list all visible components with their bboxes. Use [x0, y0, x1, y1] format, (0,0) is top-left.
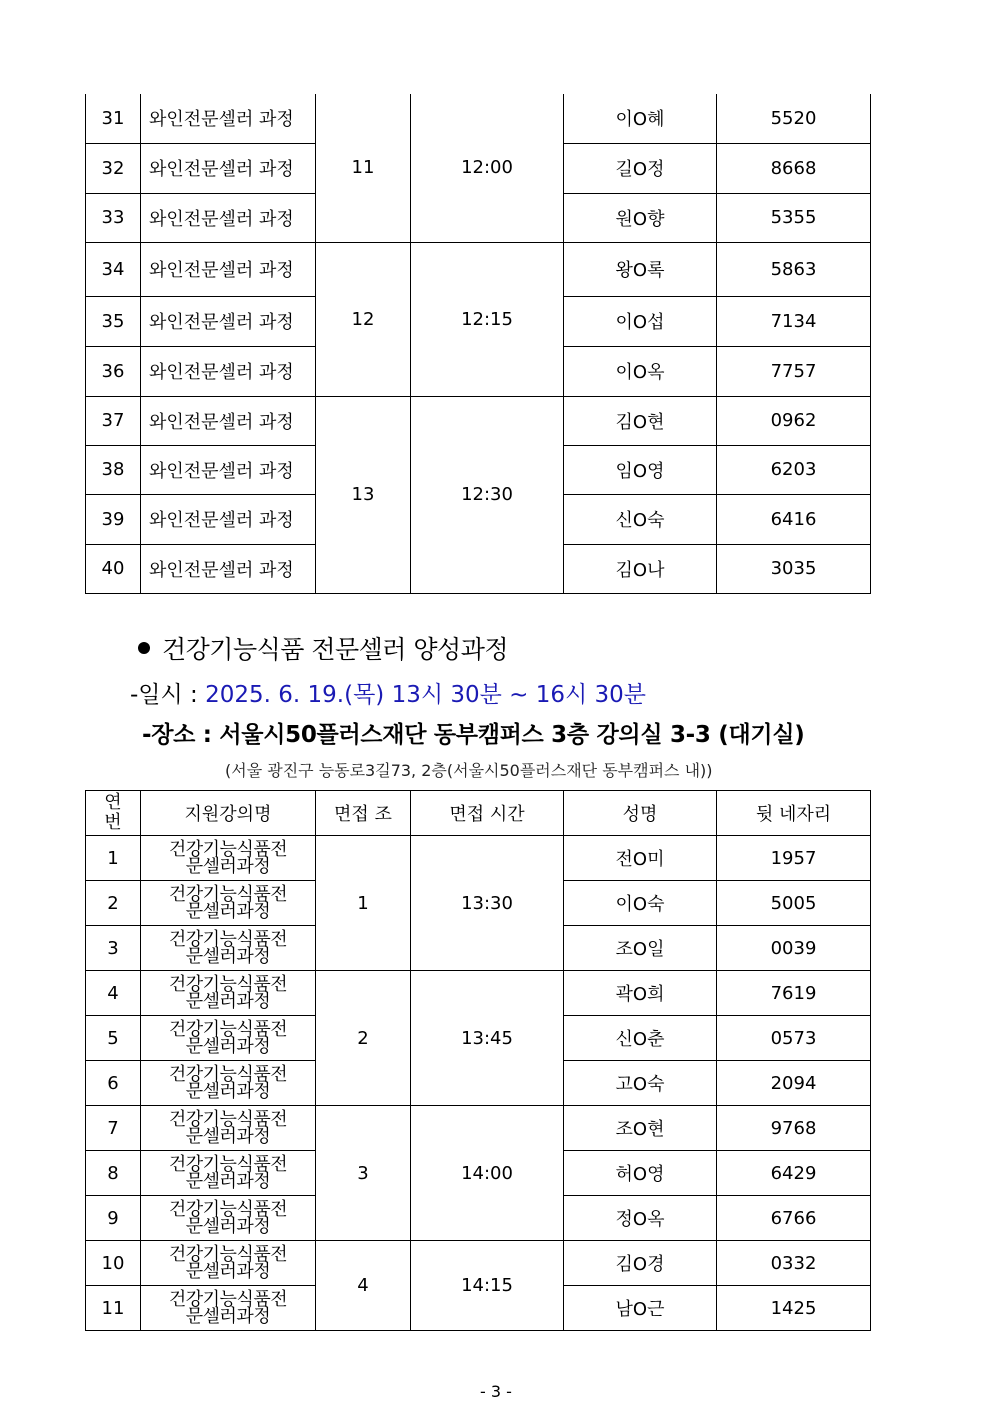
- row-number: 40: [86, 544, 141, 593]
- row-number: 2: [86, 881, 141, 926]
- phone-last-four: 2094: [717, 1061, 871, 1106]
- phone-last-four: 5520: [717, 94, 871, 143]
- interview-group: 4: [316, 1241, 411, 1331]
- table-row: [86, 396, 871, 445]
- interview-group: 11: [316, 94, 411, 242]
- section-title-text: 건강기능식품 전문셀러 양성과정: [162, 635, 508, 664]
- course-name-line2: 문셀러과정: [185, 991, 271, 1012]
- header-group: 면접 조: [316, 791, 411, 836]
- interview-group: 12: [316, 242, 411, 396]
- table-row: [86, 242, 871, 296]
- phone-last-four: 6416: [717, 494, 871, 544]
- course-name-line1: 건강기능식품전: [168, 839, 288, 860]
- course-name-line2: 문셀러과정: [185, 1306, 271, 1327]
- applicant-name: 이O섭: [564, 296, 717, 346]
- applicant-name: 전O미: [564, 836, 717, 881]
- schedule-value: 2025. 6. 19.(목) 13시 30분 ~ 16시 30분: [205, 682, 647, 708]
- course-name: 와인전문셀러 과정: [141, 396, 316, 445]
- phone-last-four: 6766: [717, 1196, 871, 1241]
- row-number: 33: [86, 193, 141, 242]
- course-name-line2: 문셀러과정: [185, 856, 271, 877]
- interview-time: 14:00: [411, 1106, 564, 1241]
- header-number: [86, 791, 141, 836]
- phone-last-four: 7757: [717, 346, 871, 396]
- course-name-line2: 문셀러과정: [185, 1036, 271, 1057]
- course-name: 와인전문셀러 과정: [141, 346, 316, 396]
- course-name: [141, 1286, 316, 1331]
- course-name: 와인전문셀러 과정: [141, 494, 316, 544]
- course-name: [141, 881, 316, 926]
- course-name: [141, 1106, 316, 1151]
- bullet-icon: [138, 642, 150, 654]
- applicant-name: 고O숙: [564, 1061, 717, 1106]
- phone-last-four: 0332: [717, 1241, 871, 1286]
- course-name-line1: 건강기능식품전: [168, 1289, 288, 1310]
- interview-time: 12:30: [411, 396, 564, 593]
- phone-last-four: 0962: [717, 396, 871, 445]
- row-number: 7: [86, 1106, 141, 1151]
- header-number-line1: 연: [104, 792, 122, 813]
- applicant-name: 임O영: [564, 445, 717, 494]
- applicant-name: 원O향: [564, 193, 717, 242]
- course-name: [141, 1061, 316, 1106]
- row-number: 39: [86, 494, 141, 544]
- phone-last-four: 7619: [717, 971, 871, 1016]
- interview-time: 12:15: [411, 242, 564, 396]
- row-number: 8: [86, 1151, 141, 1196]
- interview-group: 2: [316, 971, 411, 1106]
- course-name-line2: 문셀러과정: [185, 901, 271, 922]
- phone-last-four: 0039: [717, 926, 871, 971]
- course-name-line1: 건강기능식품전: [168, 1244, 288, 1265]
- course-name: 와인전문셀러 과정: [141, 544, 316, 593]
- applicant-name: 정O옥: [564, 1196, 717, 1241]
- header-name: 성명: [564, 791, 717, 836]
- course-name: [141, 971, 316, 1016]
- applicant-name: 김O현: [564, 396, 717, 445]
- interview-group: 3: [316, 1106, 411, 1241]
- table-header-row: [86, 791, 871, 836]
- row-number: 3: [86, 926, 141, 971]
- row-number: 1: [86, 836, 141, 881]
- course-name-line1: 건강기능식품전: [168, 929, 288, 950]
- row-number: 38: [86, 445, 141, 494]
- course-name-line1: 건강기능식품전: [168, 1064, 288, 1085]
- applicant-name: 왕O록: [564, 242, 717, 296]
- interview-time: 14:15: [411, 1241, 564, 1331]
- course-name: 와인전문셀러 과정: [141, 143, 316, 193]
- applicant-name: 김O경: [564, 1241, 717, 1286]
- course-name: 와인전문셀러 과정: [141, 242, 316, 296]
- phone-last-four: 0573: [717, 1016, 871, 1061]
- interview-group: 13: [316, 396, 411, 593]
- course-name-line1: 건강기능식품전: [168, 884, 288, 905]
- phone-last-four: 5355: [717, 193, 871, 242]
- row-number: 35: [86, 296, 141, 346]
- phone-last-four: 6429: [717, 1151, 871, 1196]
- course-name-line1: 건강기능식품전: [168, 974, 288, 995]
- phone-last-four: 5005: [717, 881, 871, 926]
- course-name: 와인전문셀러 과정: [141, 445, 316, 494]
- course-name: [141, 1241, 316, 1286]
- schedule-line: [130, 676, 646, 709]
- phone-last-four: 5863: [717, 242, 871, 296]
- header-time: 면접 시간: [411, 791, 564, 836]
- row-number: 9: [86, 1196, 141, 1241]
- applicant-name: 신O숙: [564, 494, 717, 544]
- course-name-line2: 문셀러과정: [185, 1081, 271, 1102]
- phone-last-four: 1425: [717, 1286, 871, 1331]
- page-number: - 3 -: [480, 1382, 512, 1401]
- row-number: 32: [86, 143, 141, 193]
- header-number-line2: 번: [104, 812, 122, 833]
- course-name: 와인전문셀러 과정: [141, 193, 316, 242]
- row-number: 10: [86, 1241, 141, 1286]
- course-name-line1: 건강기능식품전: [168, 1109, 288, 1130]
- course-name-line2: 문셀러과정: [185, 1261, 271, 1282]
- row-number: 5: [86, 1016, 141, 1061]
- applicant-name: 김O나: [564, 544, 717, 593]
- row-number: 6: [86, 1061, 141, 1106]
- course-name-line1: 건강기능식품전: [168, 1199, 288, 1220]
- course-name: [141, 836, 316, 881]
- table-row: [86, 836, 871, 881]
- phone-last-four: 9768: [717, 1106, 871, 1151]
- applicant-name: 곽O희: [564, 971, 717, 1016]
- applicant-name: 이O숙: [564, 881, 717, 926]
- interview-time: 13:30: [411, 836, 564, 971]
- phone-last-four: 1957: [717, 836, 871, 881]
- table-row: [86, 971, 871, 1016]
- row-number: 31: [86, 94, 141, 143]
- row-number: 34: [86, 242, 141, 296]
- applicant-name: 남O근: [564, 1286, 717, 1331]
- row-number: 4: [86, 971, 141, 1016]
- wine-course-interview-table: [85, 94, 871, 594]
- course-name-line2: 문셀러과정: [185, 1171, 271, 1192]
- course-name-line2: 문셀러과정: [185, 946, 271, 967]
- location-line: -장소 : 서울시50플러스재단 동부캠퍼스 3층 강의실 3-3 (대기실): [142, 722, 805, 748]
- applicant-name: 신O춘: [564, 1016, 717, 1061]
- table-row: [86, 1241, 871, 1286]
- table-row: [86, 1106, 871, 1151]
- course-name-line1: 건강기능식품전: [168, 1154, 288, 1175]
- course-name: 와인전문셀러 과정: [141, 296, 316, 346]
- applicant-name: 길O정: [564, 143, 717, 193]
- address-line: (서울 광진구 능동로3길73, 2층(서울시50플러스재단 동부캠퍼스 내)): [225, 761, 713, 780]
- phone-last-four: 3035: [717, 544, 871, 593]
- phone-last-four: 6203: [717, 445, 871, 494]
- row-number: 37: [86, 396, 141, 445]
- course-name: [141, 926, 316, 971]
- applicant-name: 허O영: [564, 1151, 717, 1196]
- row-number: 11: [86, 1286, 141, 1331]
- applicant-name: 이O옥: [564, 346, 717, 396]
- course-name: 와인전문셀러 과정: [141, 94, 316, 143]
- course-name: [141, 1196, 316, 1241]
- health-food-interview-table: [85, 790, 871, 1331]
- interview-group: 1: [316, 836, 411, 971]
- applicant-name: 조O현: [564, 1106, 717, 1151]
- table-row: [86, 94, 871, 143]
- course-name-line2: 문셀러과정: [185, 1216, 271, 1237]
- course-name-line1: 건강기능식품전: [168, 1019, 288, 1040]
- applicant-name: 이O혜: [564, 94, 717, 143]
- section-title: [138, 630, 508, 666]
- phone-last-four: 7134: [717, 296, 871, 346]
- course-name-line2: 문셀러과정: [185, 1126, 271, 1147]
- header-course: 지원강의명: [141, 791, 316, 836]
- course-name: [141, 1151, 316, 1196]
- header-last-four: 뒷 네자리: [717, 791, 871, 836]
- applicant-name: 조O일: [564, 926, 717, 971]
- course-name: [141, 1016, 316, 1061]
- interview-time: 13:45: [411, 971, 564, 1106]
- interview-time: 12:00: [411, 94, 564, 242]
- row-number: 36: [86, 346, 141, 396]
- schedule-label: -일시 :: [130, 682, 206, 708]
- phone-last-four: 8668: [717, 143, 871, 193]
